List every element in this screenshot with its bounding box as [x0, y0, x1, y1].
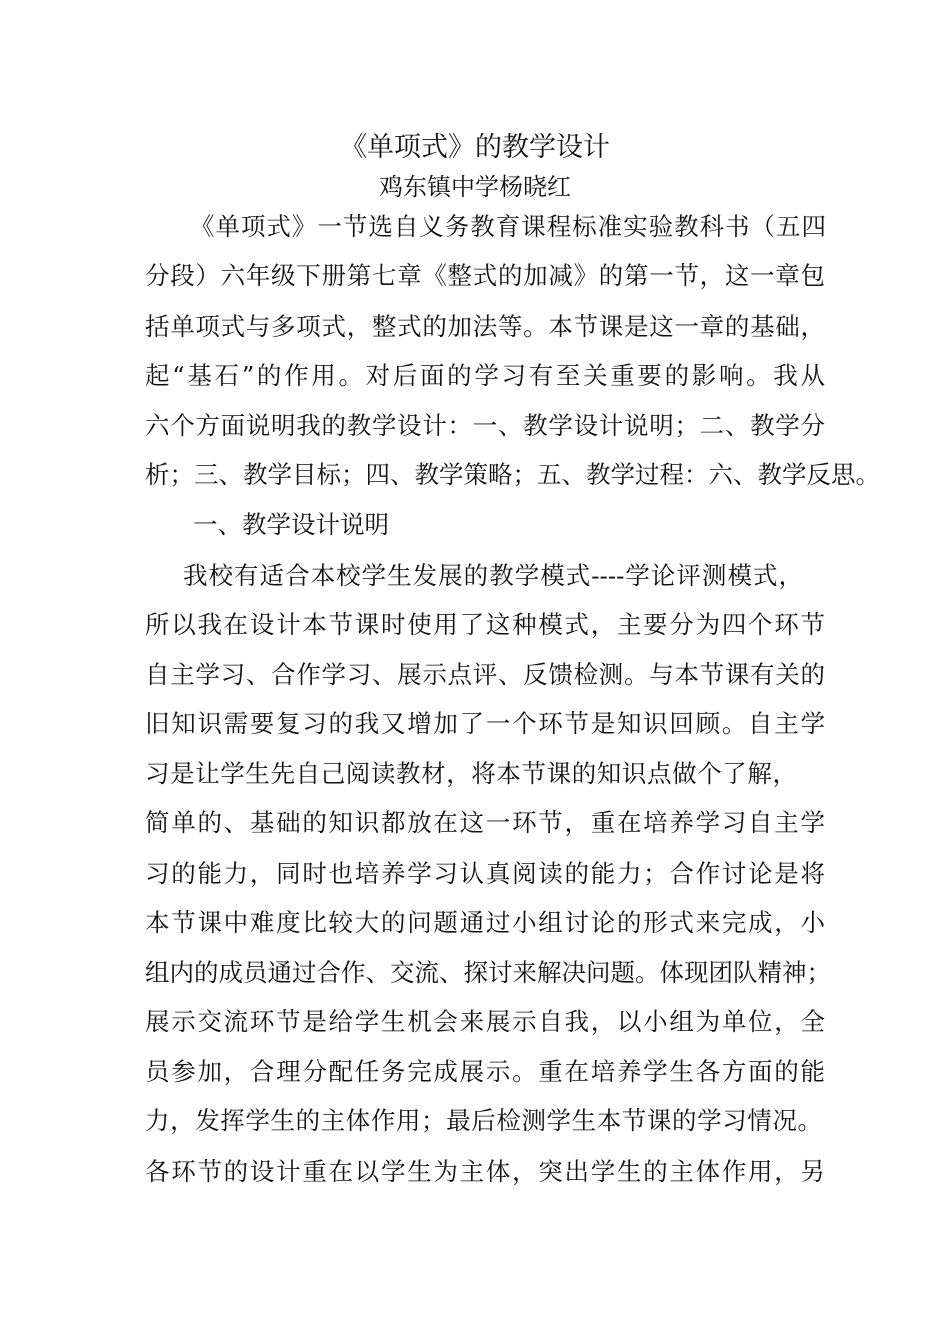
- paragraph-line: 组内的成员通过合作、交流、探讨来解决问题。体现团队精神；: [145, 958, 831, 987]
- paragraph-line: 起“基石”的作用。对后面的学习有至关重要的影响。我从: [145, 361, 825, 390]
- paragraph-line: 各环节的设计重在以学生为主体，突出学生的主体作用，另: [145, 1157, 825, 1186]
- paragraph-line: 习是让学生先自己阅读教材，将本节课的知识点做个了解，: [145, 759, 797, 788]
- paragraph-line: 自主学习、合作学习、展示点评、反馈检测。与本节课有关的: [145, 660, 825, 689]
- document-title: 《单项式》的教学设计: [340, 132, 610, 163]
- paragraph-line: 括单项式与多项式，整式的加法等。本节课是这一章的基础，: [145, 312, 825, 341]
- paragraph-line: 力，发挥学生的主体作用；最后检测学生本节课的学习情况。: [145, 1106, 822, 1135]
- paragraph-line: 六个方面说明我的教学设计：一、教学设计说明；二、教学分: [145, 411, 825, 440]
- section-heading: 一、教学设计说明: [193, 510, 389, 539]
- paragraph-line: 员参加，合理分配任务完成展示。重在培养学生各方面的能: [145, 1057, 825, 1086]
- paragraph-line: 旧知识需要复习的我又增加了一个环节是知识回顾。自主学: [145, 709, 825, 738]
- paragraph-line: 分段）六年级下册第七章《整式的加减》的第一节，这一章包: [145, 261, 825, 290]
- paragraph-line: 析；三、教学目标；四、教学策略；五、教学过程：六、教学反思。: [145, 460, 880, 489]
- paragraph-line: 所以我在设计本节课时使用了这种模式，主要分为四个环节: [145, 610, 825, 639]
- paragraph-line: 展示交流环节是给学生机会来展示自我，以小组为单位，全: [145, 1007, 825, 1036]
- document-author: 鸡东镇中学杨晓红: [379, 173, 571, 201]
- paragraph-line: 习的能力，同时也培养学习认真阅读的能力；合作讨论是将: [145, 859, 825, 888]
- paragraph-line: 《单项式》一节选自义务教育课程标准实验教科书（五四: [190, 212, 826, 241]
- paragraph-line: 简单的、基础的知识都放在这一环节，重在培养学习自主学: [145, 808, 825, 837]
- paragraph-line: 本节课中难度比较大的问题通过小组讨论的形式来完成，小: [145, 908, 825, 937]
- paragraph-line: 我校有适合本校学生发展的教学模式----学论评测模式，: [183, 561, 803, 590]
